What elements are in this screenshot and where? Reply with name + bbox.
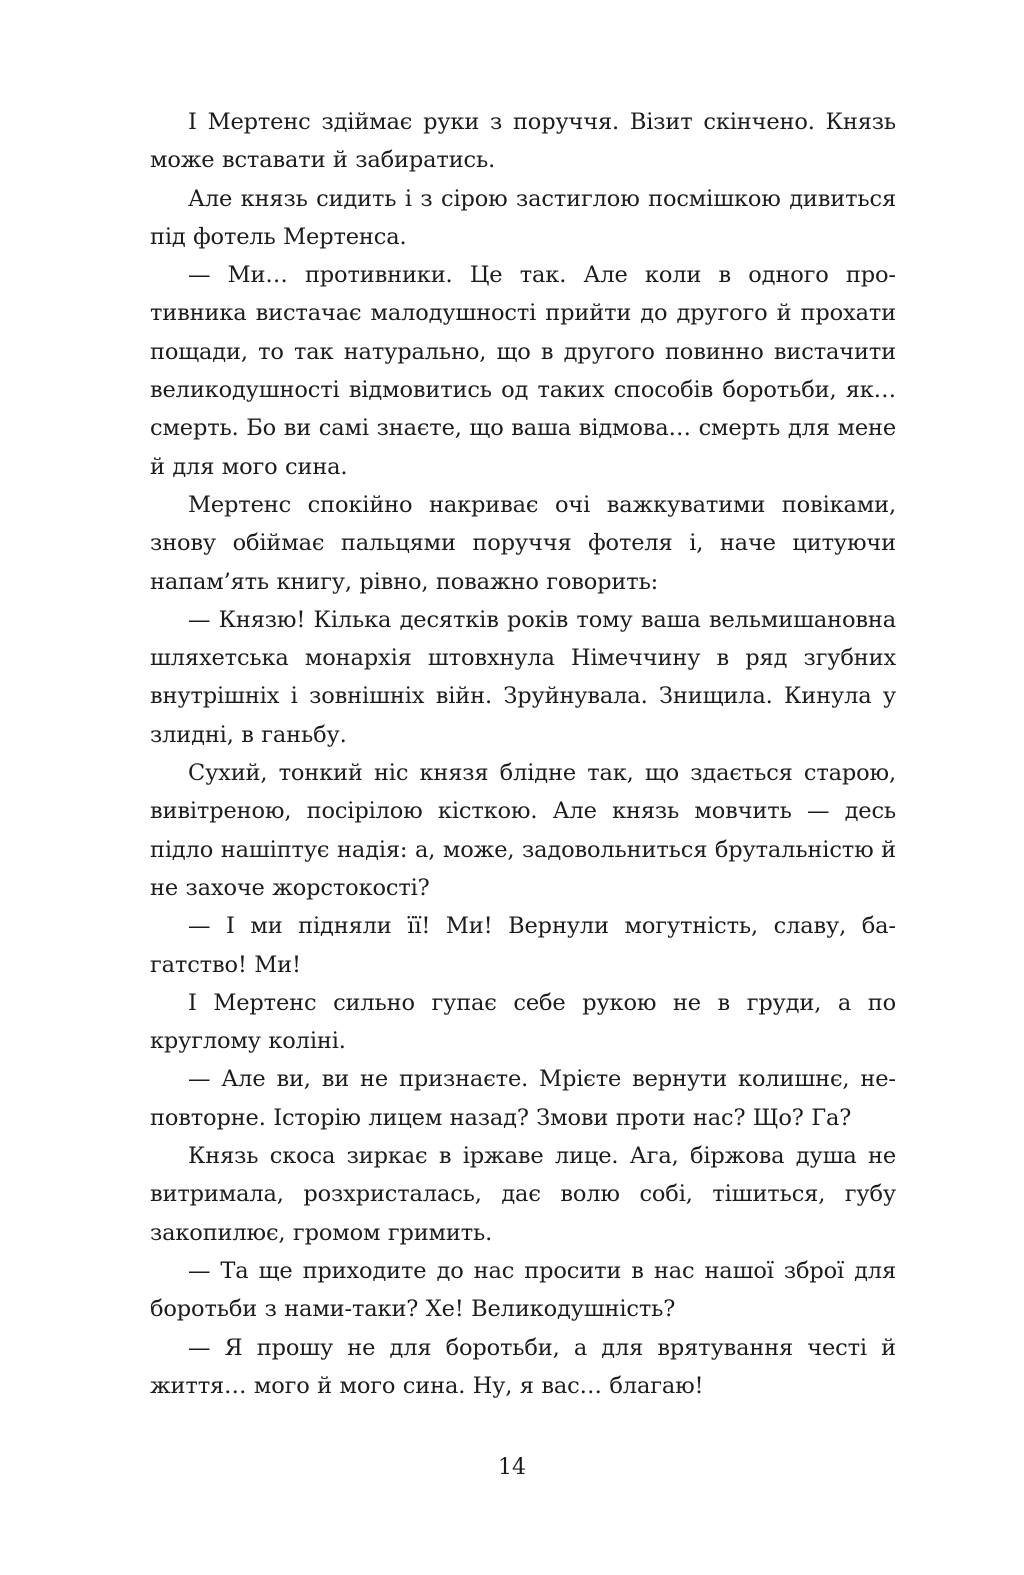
paragraph: — Ми… противники. Це так. Але коли в одного противника вистачає малодушності прийти до другого й прохати пощади, то так натурально, що в другого повинно вистачити великодушності відмовитись од таких способів боротьби, як… смерть. Бо ви самі знаєте, що ваша відмова… смерть для мене й для мого сина. (150, 262, 896, 480)
paragraph: Князь скоса зиркає в іржаве лице. Ага, біржова душа не витримала, розхристалась, дає волю собі, тішиться, губу закопилює, громом гримить. (150, 1143, 896, 1246)
paragraph: — І ми підняли її! Ми! Вернули могутність, славу, багатство! Ми! (150, 913, 896, 978)
paragraph: — Та ще приходите до нас просити в нас нашої зброї для боротьби з нами-таки? Хе! Великодушність? (150, 1257, 896, 1323)
paragraph: Мертенс спокійно накриває очі важкуватими повіками, знову обіймає пальцями поруччя фотеля і, наче цитуючи напам’ять книгу, рівно, поважно говорить: (150, 491, 896, 595)
paragraph: І Мертенс сильно гупає себе рукою не в груди, а по круглому коліні. (150, 989, 896, 1055)
paragraph: — Я прошу не для боротьби, а для врятування честі й життя… мого й мого сина. Ну, я вас… благаю! (150, 1334, 896, 1399)
page-number: 14 (498, 1455, 526, 1480)
page-text (150, 103, 896, 1405)
paragraph: — Князю! Кілька десятків років тому ваша вельмишановна шляхетська монархія штовхнула Німеччину в ряд згубних внутрішніх і зовнішніх війн. Зруйнувала. Знищила. Кинула у злидні, в ганьбу. (150, 606, 896, 748)
paragraph: Але князь сидить і з сірою застиглою посмішкою дивиться під фотель Мертенса. (150, 185, 896, 250)
paragraph: І Мертенс здіймає руки з поруччя. Візит скінчено. Князь може вставати й забиратись. (150, 109, 896, 174)
paragraph: — Але ви, ви не признаєте. Мрієте вернути колишнє, неповторне. Історію лицем назад? Змови проти нас? Що? Га? (150, 1066, 896, 1131)
paragraph: Сухий, тонкий ніс князя блідне так, що здається старою, вивітреною, посірілою кісткою. Але князь мовчить — десь підло нашіптує надія: а, може, задовольниться брутальністю й не захоче жорстокості? (150, 760, 896, 901)
